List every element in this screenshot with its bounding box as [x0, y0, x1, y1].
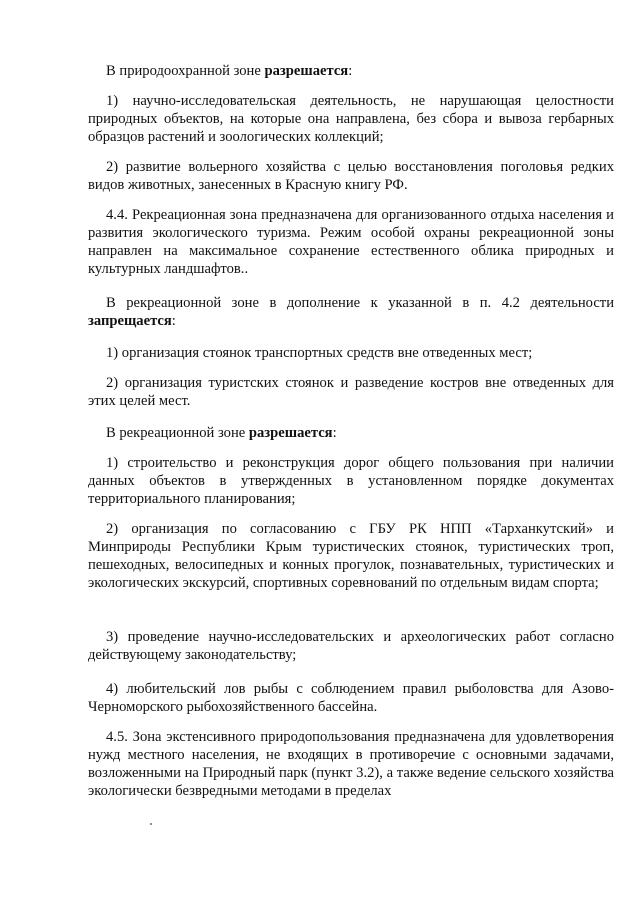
paragraph-text: 3) проведение научно-исследовательских и археологических работ согласно действующему законодательству;: [88, 629, 614, 663]
paragraph-item-tourism: [88, 520, 614, 592]
paragraph-text: 2) организация по согласованию с ГБУ РК НПП «Тарханкутский» и Минприроды Республики Крым туристических стоянок, туристических троп, пешеходных, велосипедных и конных прогулок, познавательных, туристических и экологических экскурсий, спортивных соревнований по отдельным видам спорта;: [88, 521, 614, 591]
paragraph-item-roads: [88, 454, 614, 508]
paragraph-item-aviary: [88, 158, 614, 194]
paragraph-tail: :: [348, 63, 353, 79]
paragraph-item-parking: [88, 344, 614, 362]
paragraph-text: 4.5. Зона экстенсивного природопользования предназначена для удовлетворения нужд местного населения, не входящих в противоречие с основными задачами, возложенными на Природный парк (пункт 3.2), а также ведение сельского хозяйства экологически безвредными методами в пределах: [88, 729, 614, 799]
paragraph-forbidden-recreation-zone: [88, 294, 614, 330]
paragraph-text: 2) организация туристских стоянок и разведение костров вне отведенных для этих целей мест.: [88, 375, 614, 409]
paragraph-text: 1) научно-исследовательская деятельность, не нарушающая целостности природных объектов, на которые она направлена, без сбора и вывоза гербарных образцов растений и зоологических коллекций;: [88, 93, 614, 145]
paragraph-text: В рекреационной зоне в дополнение к указанной в п. 4.2 деятельности: [106, 295, 614, 311]
paragraph-text: В рекреационной зоне: [106, 425, 249, 441]
paragraph-tail: :: [332, 425, 337, 441]
scan-speck: [150, 823, 152, 825]
paragraph-allowed-recreation-zone: [88, 424, 614, 442]
paragraph-text: 4) любительский лов рыбы с соблюдением правил рыболовства для Азово-Черноморского рыбохозяйственного бассейна.: [88, 681, 614, 715]
bold-keyword: разрешается: [264, 63, 349, 79]
paragraph-text: 1) строительство и реконструкция дорог общего пользования при наличии данных объектов в утвержденных в установленном порядке документах территориального планирования;: [88, 455, 614, 507]
paragraph-section-4-5: [88, 728, 614, 800]
paragraph-item-campfires: [88, 374, 614, 410]
paragraph-text: В природоохранной зоне: [106, 63, 265, 79]
bold-keyword: запрещается: [88, 313, 172, 329]
paragraph-item-research: [88, 92, 614, 146]
paragraph-text: 1) организация стоянок транспортных средств вне отведенных мест;: [106, 345, 533, 361]
paragraph-item-archaeology: [88, 628, 614, 664]
paragraph-item-fishing: [88, 680, 614, 716]
paragraph-text: 4.4. Рекреационная зона предназначена для организованного отдыха населения и развития экологического туризма. Режим особой охраны рекреационной зоны направлен на максимальное сохранение естественного облика природных и культурных ландшафтов..: [88, 207, 614, 277]
paragraph-text: 2) развитие вольерного хозяйства с целью восстановления поголовья редких видов животных, занесенных в Красную книгу РФ.: [88, 159, 614, 193]
paragraph-section-4-4: [88, 206, 614, 278]
bold-keyword: разрешается: [248, 425, 333, 441]
paragraph-allowed-nature-zone: [88, 62, 614, 80]
paragraph-tail: :: [171, 313, 176, 329]
